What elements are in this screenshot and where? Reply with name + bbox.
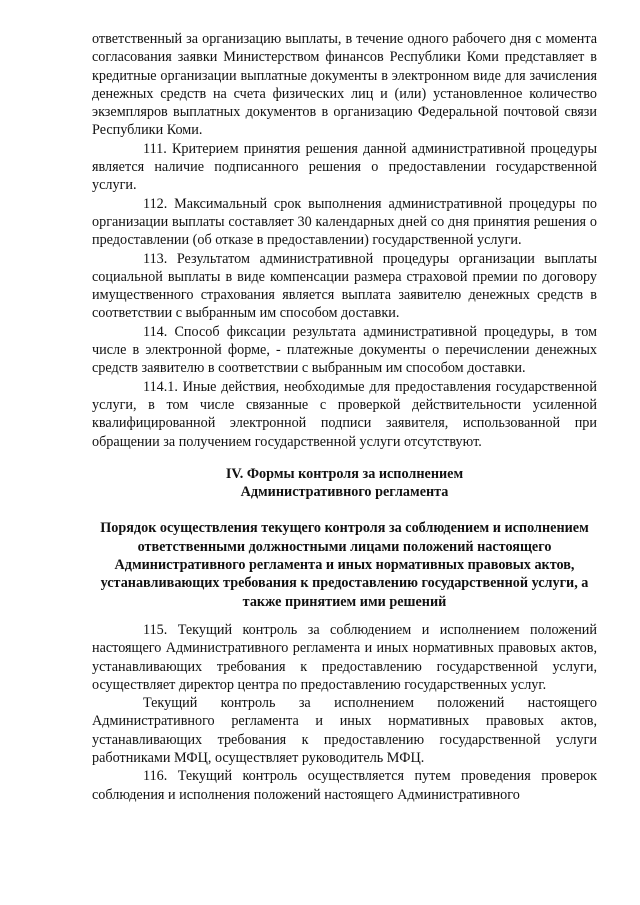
section-heading — [92, 465, 597, 502]
section-heading-line2: Административного регламента — [240, 484, 449, 501]
paragraph-115: 115. Текущий контроль за соблюдением и исполнением положений настоящего Административного регламента и иных нормативных правовых актов, устанавливающих требования к предоставлению государственной услуги, осуществляет директор центра по предоставлению государственных услуг. — [92, 621, 597, 693]
document-page — [92, 30, 597, 804]
subsection-heading: Порядок осуществления текущего контроля за соблюдением и исполнением ответственными должностными лицами положений настоящего Административного регламента и иных нормативных правовых актов, устанавливающих требования к предоставлению государственной услуги, а также принятием ими решений — [100, 520, 589, 610]
paragraph-115-cont: Текущий контроль за исполнением положений настоящего Административного регламента и иных нормативных правовых актов, устанавливающих требования к предоставлению государственной услуги работниками МФЦ, осуществляет руководитель МФЦ. — [92, 695, 597, 766]
paragraph-111: 111. Критерием принятия решения данной административной процедуры является наличие подписанного решения о предоставлении государственной услуги. — [92, 140, 597, 194]
paragraph-112: 112. Максимальный срок выполнения административной процедуры по организации выплаты составляет 30 календарных дней со дня принятия решения о предоставлении (об отказе в предоставлении) государственной услуги. — [92, 195, 597, 249]
section-heading-line1: IV. Формы контроля за исполнением — [225, 465, 464, 482]
paragraph-116: 116. Текущий контроль осуществляется путем проведения проверок соблюдения и исполнения положений настоящего Административного — [92, 768, 597, 803]
paragraph-continuation: ответственный за организацию выплаты, в течение одного рабочего дня с момента согласования заявки Министерством финансов Республики Коми представляет в кредитные организации выплатные документы в электронном виде для зачисления денежных средств на счета физических лиц и (или) установленное количество экземпляров выплатных документов в организацию Федеральной почтовой связи Республики Коми. — [92, 31, 597, 139]
paragraph-113: 113. Результатом административной процедуры организации выплаты социальной выплаты в виде компенсации размера страховой премии по договору имущественного страхования является выплата заявителю денежных средств в соответствии с выбранным им способом доставки. — [92, 250, 597, 322]
paragraph-114: 114. Способ фиксации результата административной процедуры, в том числе в электронной форме, - платежные документы о перечислении денежных средств заявителю в соответствии с выбранным им способом доставки. — [92, 323, 597, 377]
paragraph-114-1: 114.1. Иные действия, необходимые для предоставления государственной услуги, в том числе связанные с проверкой действительности усиленной квалифицированной электронной подписи заявителя, использованной при обращении за получением государственной услуги отсутствуют. — [92, 378, 597, 450]
